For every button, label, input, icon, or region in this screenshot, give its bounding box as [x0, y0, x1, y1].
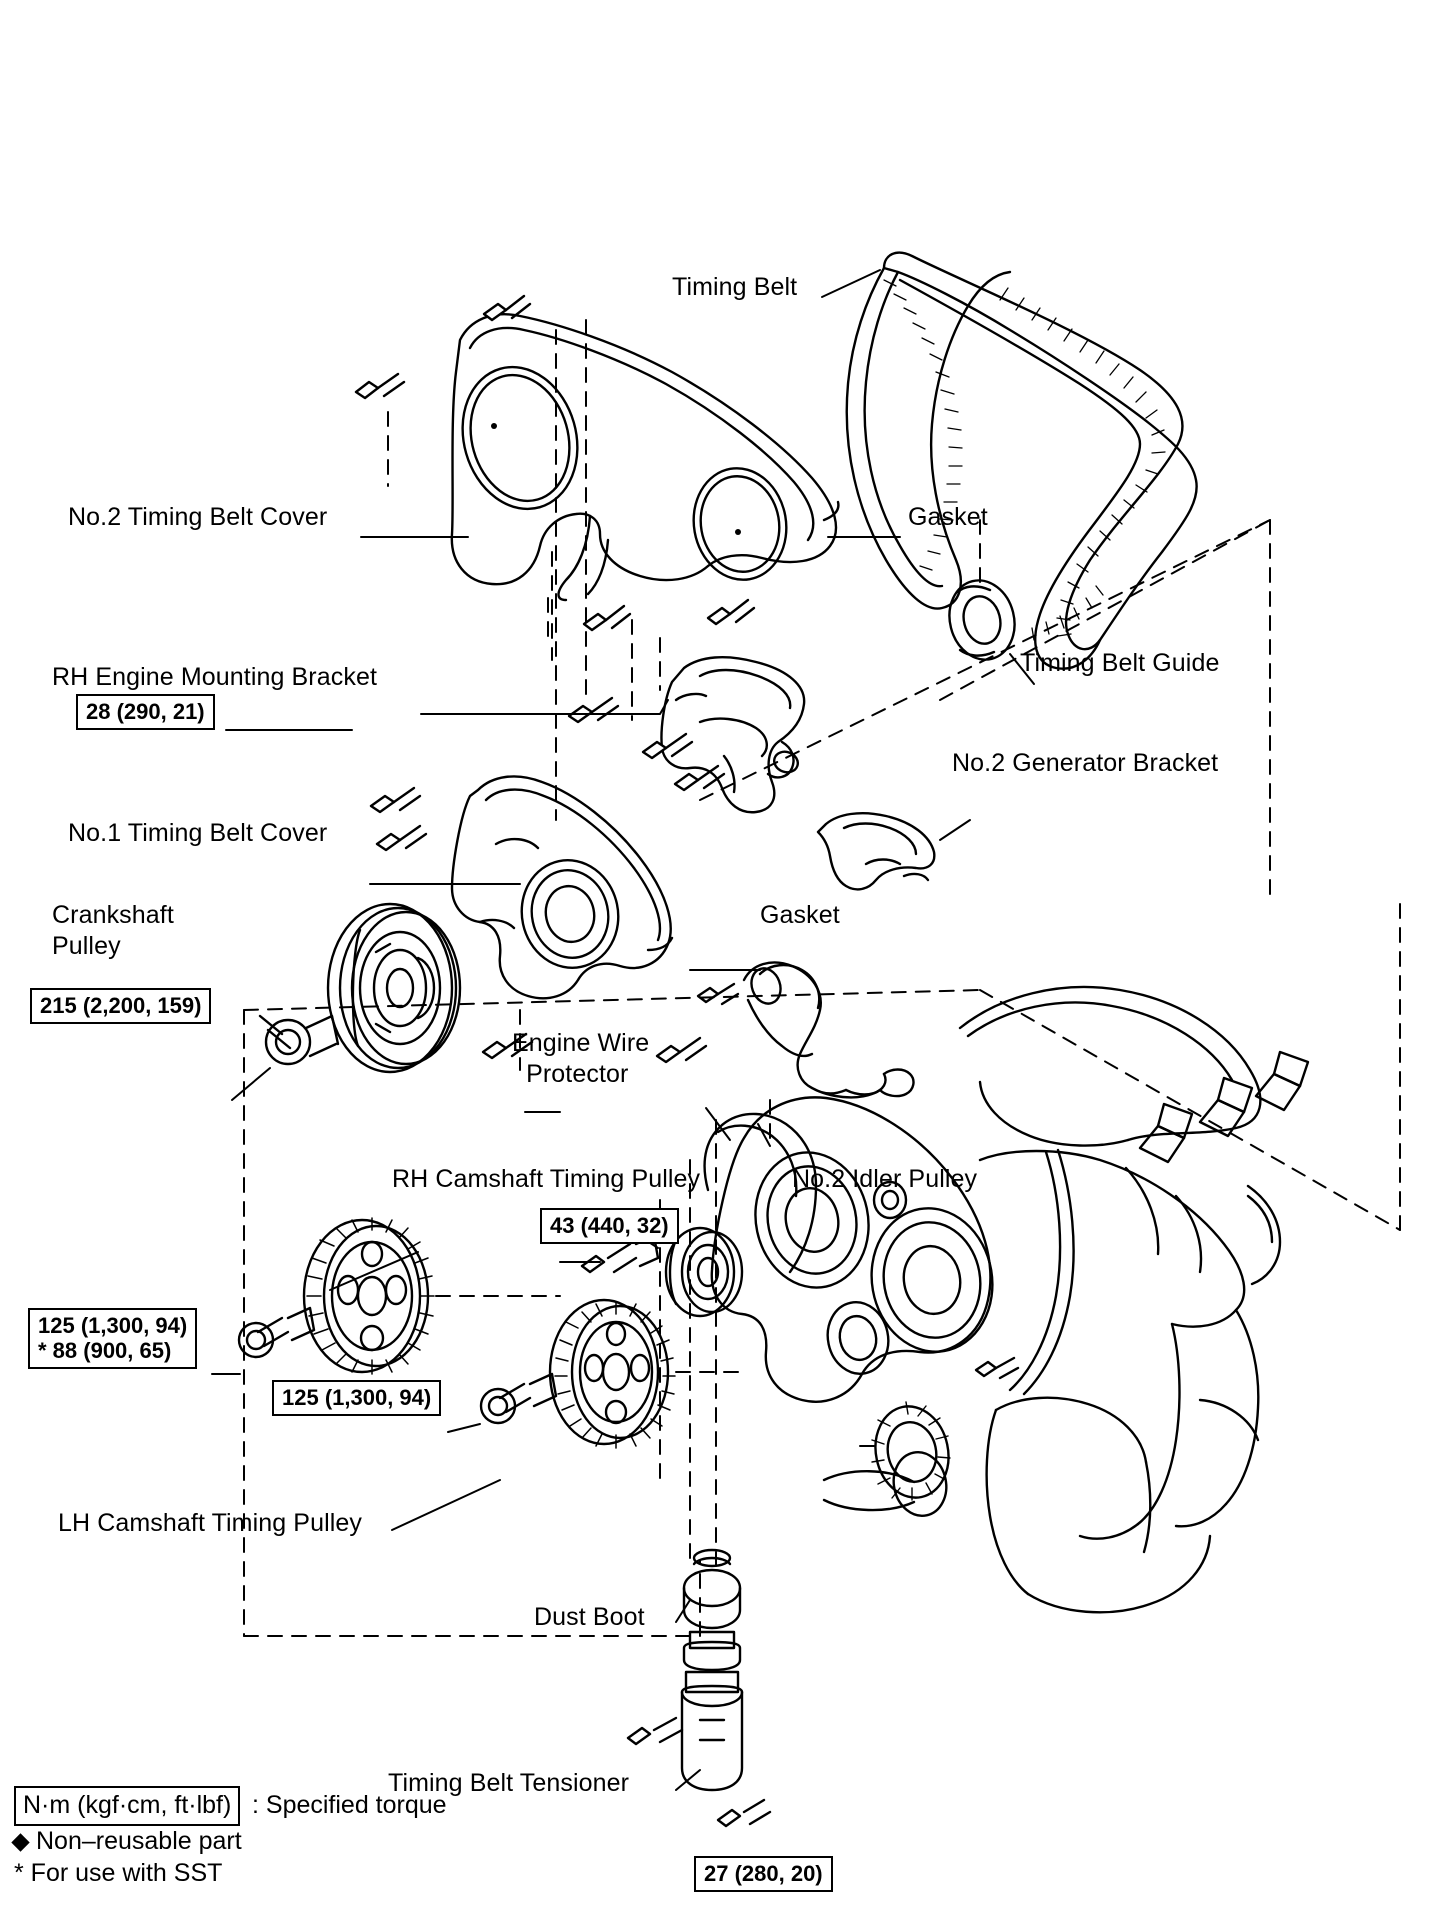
torque-timing-belt-tensioner: 27 (280, 20) [694, 1856, 833, 1892]
timing-belt-guide-art [941, 573, 1022, 666]
torque-rh-camshaft-timing-pulley: 125 (1,300, 94) * 88 (900, 65) [28, 1308, 197, 1369]
rh-engine-mounting-bracket-art [569, 657, 804, 812]
torque-crankshaft-pulley: 215 (2,200, 159) [30, 988, 211, 1024]
label-gasket-lower: Gasket [760, 901, 840, 929]
label-dust-boot: Dust Boot [534, 1603, 645, 1631]
legend-torque-unit-desc: : Specified torque [252, 1791, 447, 1819]
rh-camshaft-timing-pulley-art [239, 1218, 434, 1374]
legend-sst-note: * For use with SST [14, 1859, 223, 1887]
label-timing-belt: Timing Belt [672, 273, 798, 301]
timing-belt-tensioner-art [628, 1550, 770, 1826]
label-engine-wire-protector: Engine Wire Protector [512, 1029, 650, 1088]
label-timing-belt-guide: Timing Belt Guide [1020, 649, 1220, 677]
torque-lh-camshaft-timing-pulley: 125 (1,300, 94) [272, 1380, 441, 1416]
label-lh-camshaft-timing-pulley: LH Camshaft Timing Pulley [58, 1509, 363, 1537]
label-no2-generator-bracket: No.2 Generator Bracket [952, 749, 1219, 777]
label-timing-belt-tensioner: Timing Belt Tensioner [388, 1769, 630, 1797]
lh-camshaft-timing-pulley-art [481, 1300, 675, 1448]
no2-generator-bracket-art [818, 813, 934, 889]
assembly-dashed-lines [244, 320, 1400, 1636]
label-no1-timing-belt-cover: No.1 Timing Belt Cover [68, 819, 328, 847]
torque-no2-idler-pulley: 43 (440, 32) [540, 1208, 679, 1244]
label-gasket-upper: Gasket [908, 503, 988, 531]
torque-rh-engine-mounting-bracket: 28 (290, 21) [76, 694, 215, 730]
label-rh-camshaft-timing-pulley: RH Camshaft Timing Pulley [392, 1165, 701, 1193]
legend-non-reusable: Non–reusable part [36, 1827, 242, 1855]
label-rh-engine-mounting-bracket: RH Engine Mounting Bracket [52, 663, 377, 691]
crankshaft-pulley-art [260, 904, 460, 1072]
engine-block-art [705, 987, 1308, 1612]
no2-timing-belt-cover-art [356, 296, 838, 630]
no1-timing-belt-cover-art [371, 776, 706, 1062]
timing-belt-art [847, 253, 1197, 669]
label-crankshaft-pulley: Crankshaft Pulley [52, 901, 174, 960]
legend-torque-unit-box: N·m (kgf·cm, ft·lbf) [14, 1786, 240, 1826]
label-no2-timing-belt-cover: No.2 Timing Belt Cover [68, 503, 328, 531]
engine-wire-protector-art [698, 962, 913, 1097]
label-no2-idler-pulley: No.2 Idler Pulley [792, 1165, 978, 1193]
